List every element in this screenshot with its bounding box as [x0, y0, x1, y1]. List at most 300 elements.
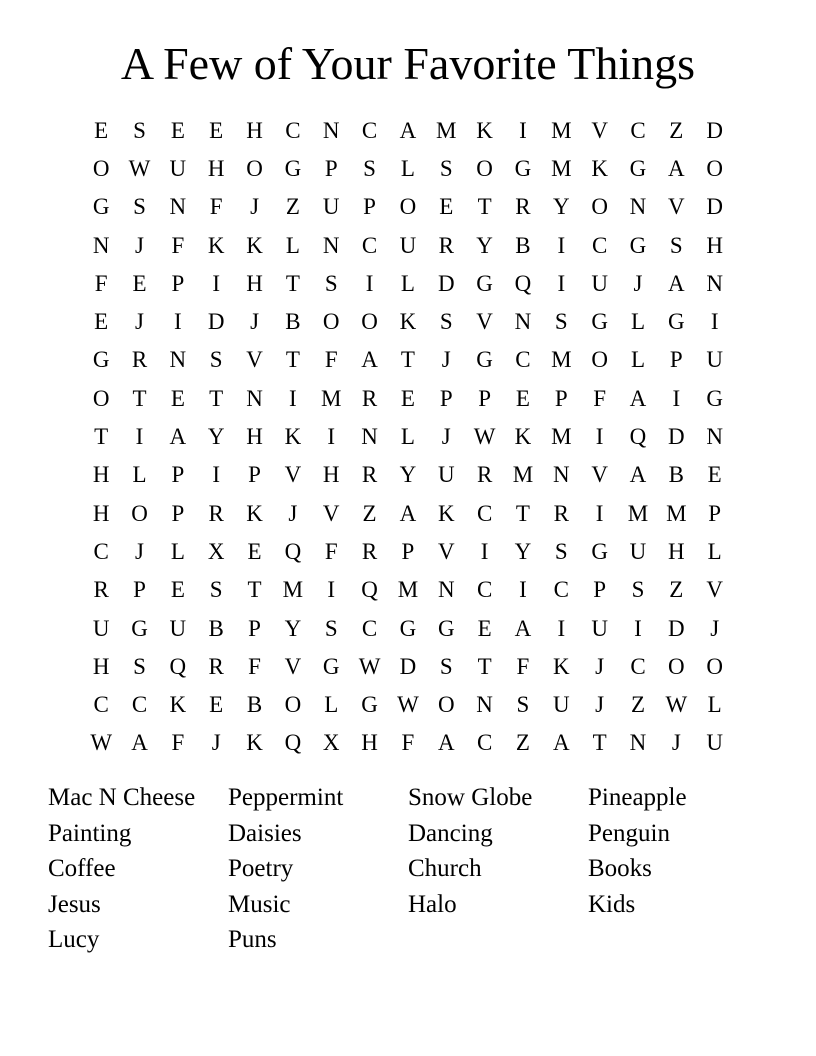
- grid-letter: A: [668, 270, 685, 296]
- grid-letter: P: [171, 500, 185, 526]
- word-list-item: Church: [408, 855, 482, 882]
- grid-letter: L: [132, 462, 147, 488]
- grid-letter: J: [211, 730, 221, 756]
- grid-letter: C: [630, 653, 646, 679]
- grid-letter: B: [668, 462, 684, 488]
- grid-letter: Z: [285, 194, 300, 220]
- grid-letter: O: [437, 692, 455, 718]
- grid-letter: K: [169, 692, 187, 718]
- grid-letter: J: [250, 194, 260, 220]
- grid-letter: E: [94, 309, 109, 335]
- grid-letter: V: [706, 577, 723, 603]
- grid-letter: N: [706, 270, 723, 296]
- grid-letter: E: [707, 462, 722, 488]
- grid-letter: W: [358, 653, 381, 679]
- grid-letter: L: [285, 232, 300, 258]
- grid-letter: K: [437, 500, 455, 526]
- grid-letter: O: [322, 309, 340, 335]
- grid-letter: Y: [476, 232, 493, 258]
- grid-letter: N: [322, 232, 340, 258]
- grid-letter: T: [285, 347, 300, 373]
- grid-letter: R: [361, 385, 378, 411]
- grid-letter: O: [476, 155, 493, 181]
- grid-letter: W: [473, 424, 496, 450]
- grid-letter: S: [439, 653, 453, 679]
- grid-letter: I: [519, 117, 527, 143]
- grid-letter: E: [170, 385, 185, 411]
- word-list-item: Coffee: [48, 855, 116, 882]
- grid-letter: V: [591, 117, 608, 143]
- word-list-item: Pineapple: [588, 784, 687, 811]
- grid-letter: L: [400, 424, 415, 450]
- word-list-item: Peppermint: [228, 784, 344, 811]
- grid-letter: O: [92, 385, 110, 411]
- grid-letter: N: [629, 194, 647, 220]
- grid-letter: Q: [514, 270, 532, 296]
- grid-letter: C: [361, 117, 378, 143]
- grid-letter: U: [706, 347, 723, 373]
- grid-letter: C: [591, 232, 608, 258]
- grid-letter: M: [551, 424, 572, 450]
- grid-letter: F: [324, 538, 338, 564]
- grid-letter: U: [591, 615, 608, 641]
- grid-letter: N: [706, 424, 723, 450]
- grid-letter: K: [552, 653, 570, 679]
- grid-letter: B: [515, 232, 531, 258]
- grid-letter: Y: [514, 538, 532, 564]
- grid-letter: W: [397, 692, 419, 718]
- grid-letter: S: [133, 194, 146, 220]
- grid-letter: H: [92, 500, 110, 526]
- grid-letter: R: [361, 462, 378, 488]
- grid-letter: S: [439, 155, 453, 181]
- grid-letter: L: [630, 309, 646, 335]
- grid-letter: E: [170, 117, 185, 143]
- grid-letter: H: [92, 462, 110, 488]
- grid-letter: Q: [284, 538, 302, 564]
- grid-letter: F: [248, 653, 261, 679]
- grid-letter: N: [322, 117, 340, 143]
- grid-letter: Q: [361, 577, 378, 603]
- grid-letter: B: [246, 692, 263, 718]
- grid-letter: P: [439, 385, 453, 411]
- grid-letter: V: [668, 194, 685, 220]
- grid-letter: S: [133, 117, 146, 143]
- grid-letter: S: [133, 653, 146, 679]
- word-list-item: Daisies: [228, 819, 302, 847]
- grid-letter: J: [595, 653, 605, 679]
- grid-letter: J: [135, 309, 144, 335]
- grid-letter: Z: [362, 500, 377, 526]
- grid-letter: J: [441, 347, 451, 373]
- grid-letter: Q: [169, 653, 187, 679]
- grid-letter: P: [363, 194, 376, 220]
- grid-letter: G: [399, 615, 417, 641]
- grid-letter: J: [135, 538, 144, 564]
- grid-letter: G: [322, 653, 340, 679]
- grid-letter: A: [437, 730, 455, 756]
- grid-letter: F: [516, 653, 530, 679]
- grid-letter: I: [480, 538, 489, 564]
- grid-letter: G: [629, 232, 647, 258]
- grid-letter: M: [282, 577, 304, 603]
- grid-letter: W: [90, 730, 113, 756]
- grid-letter: I: [174, 309, 182, 335]
- grid-letter: C: [476, 730, 493, 756]
- grid-letter: R: [208, 500, 224, 526]
- grid-letter: L: [400, 155, 415, 181]
- grid-letter: U: [552, 692, 570, 718]
- grid-letter: I: [557, 270, 566, 296]
- grid-letter: T: [247, 577, 262, 603]
- grid-letter: U: [629, 538, 647, 564]
- grid-letter: H: [246, 424, 263, 450]
- grid-letter: E: [439, 194, 454, 220]
- grid-letter: S: [669, 232, 683, 258]
- grid-letter: I: [327, 424, 336, 450]
- grid-letter: V: [284, 462, 302, 488]
- grid-letter: F: [94, 270, 108, 296]
- grid-letter: O: [246, 155, 263, 181]
- grid-letter: A: [514, 615, 532, 641]
- grid-letter: L: [324, 692, 339, 718]
- grid-letter: S: [209, 347, 223, 373]
- grid-letter: J: [250, 309, 260, 335]
- grid-letter: A: [629, 462, 647, 488]
- grid-letter: E: [170, 577, 185, 603]
- grid-letter: P: [554, 385, 568, 411]
- grid-letter: O: [131, 500, 148, 526]
- grid-letter: T: [285, 270, 300, 296]
- grid-letter: P: [708, 500, 722, 526]
- grid-letter: K: [476, 117, 493, 143]
- grid-letter: K: [591, 155, 608, 181]
- grid-letter: E: [132, 270, 147, 296]
- grid-letter: J: [710, 615, 720, 641]
- word-list-item: Halo: [408, 890, 457, 918]
- grid-letter: T: [592, 730, 607, 756]
- grid-letter: C: [361, 232, 378, 258]
- grid-letter: C: [361, 615, 378, 641]
- grid-letter: J: [595, 692, 605, 718]
- grid-letter: N: [552, 462, 570, 488]
- grid-letter: Z: [669, 117, 684, 143]
- grid-letter: H: [668, 538, 685, 564]
- grid-letter: S: [363, 155, 376, 181]
- grid-letter: D: [706, 117, 723, 143]
- grid-letter: M: [551, 347, 572, 373]
- grid-letter: G: [92, 347, 110, 373]
- grid-letter: B: [208, 615, 224, 641]
- grid-letter: F: [324, 347, 338, 373]
- grid-letter: E: [515, 385, 530, 411]
- grid-letter: I: [595, 424, 604, 450]
- grid-letter: E: [247, 538, 262, 564]
- grid-letter: L: [707, 692, 722, 718]
- grid-letter: G: [514, 155, 532, 181]
- grid-letter: G: [361, 692, 378, 718]
- grid-letter: G: [629, 155, 647, 181]
- grid-letter: A: [131, 730, 148, 756]
- grid-letter: R: [361, 538, 378, 564]
- grid-letter: G: [668, 309, 685, 335]
- grid-letter: M: [512, 462, 534, 488]
- grid-letter: O: [591, 194, 608, 220]
- grid-letter: H: [706, 232, 723, 258]
- grid-letter: W: [128, 155, 151, 181]
- word-list-item: Books: [588, 855, 652, 882]
- grid-letter: U: [591, 270, 608, 296]
- grid-letter: G: [706, 385, 723, 411]
- grid-letter: H: [92, 653, 110, 679]
- grid-letter: P: [133, 577, 146, 603]
- grid-letter: K: [207, 232, 225, 258]
- grid-letter: O: [706, 653, 723, 679]
- grid-letter: I: [519, 577, 527, 603]
- grid-letter: N: [437, 577, 455, 603]
- grid-letter: S: [554, 538, 568, 564]
- grid-letter: W: [665, 692, 688, 718]
- grid-letter: I: [135, 424, 144, 450]
- grid-letter: M: [551, 155, 572, 181]
- grid-letter: N: [246, 385, 263, 411]
- page-title: A Few of Your Favorite Things: [120, 38, 696, 89]
- grid-letter: T: [209, 385, 224, 411]
- grid-letter: R: [93, 577, 109, 603]
- grid-letter: K: [246, 232, 263, 258]
- grid-letter: F: [593, 385, 607, 411]
- grid-letter: M: [666, 500, 687, 526]
- grid-letter: A: [399, 117, 417, 143]
- grid-letter: N: [92, 232, 110, 258]
- grid-letter: I: [672, 385, 681, 411]
- grid-letter: F: [401, 730, 415, 756]
- grid-letter: H: [207, 155, 225, 181]
- grid-letter: M: [627, 500, 649, 526]
- grid-letter: J: [671, 730, 681, 756]
- grid-letter: O: [668, 653, 685, 679]
- grid-letter: K: [246, 730, 263, 756]
- grid-letter: A: [361, 347, 378, 373]
- grid-letter: P: [171, 270, 185, 296]
- grid-letter: P: [324, 155, 338, 181]
- grid-letter: H: [246, 270, 263, 296]
- grid-letter: Z: [669, 577, 684, 603]
- word-list-item: Dancing: [408, 819, 493, 847]
- grid-letter: E: [94, 117, 109, 143]
- grid-letter: U: [169, 155, 187, 181]
- grid-letter: A: [169, 424, 187, 450]
- grid-letter: G: [437, 615, 455, 641]
- grid-letter: P: [248, 615, 261, 641]
- grid-letter: N: [629, 730, 647, 756]
- word-list-item: Mac N Cheese: [48, 784, 196, 811]
- grid-letter: L: [630, 347, 646, 373]
- grid-letter: I: [289, 385, 297, 411]
- grid-letter: E: [209, 117, 224, 143]
- grid-letter: N: [169, 194, 187, 220]
- grid-letter: P: [593, 577, 607, 603]
- grid-letter: Z: [630, 692, 646, 718]
- grid-letter: M: [436, 117, 457, 143]
- grid-letter: K: [246, 500, 263, 526]
- grid-letter: H: [246, 117, 263, 143]
- grid-letter: I: [634, 615, 642, 641]
- word-list-item: Poetry: [228, 855, 294, 882]
- grid-letter: S: [554, 309, 568, 335]
- grid-letter: R: [476, 462, 493, 488]
- word-list-item: Penguin: [588, 819, 670, 847]
- grid-letter: D: [399, 653, 417, 679]
- grid-letter: A: [399, 500, 417, 526]
- grid-letter: S: [439, 309, 453, 335]
- grid-letter: P: [478, 385, 491, 411]
- grid-letter: S: [631, 577, 645, 603]
- grid-letter: D: [207, 309, 225, 335]
- grid-letter: C: [630, 117, 646, 143]
- grid-letter: U: [322, 194, 340, 220]
- grid-letter: E: [477, 615, 492, 641]
- grid-letter: O: [591, 347, 608, 373]
- grid-letter: L: [400, 270, 415, 296]
- grid-letter: T: [94, 424, 109, 450]
- grid-letter: L: [170, 538, 185, 564]
- grid-letter: M: [321, 385, 342, 411]
- grid-letter: U: [437, 462, 455, 488]
- grid-letter: J: [288, 500, 298, 526]
- grid-letter: S: [209, 577, 223, 603]
- grid-letter: R: [438, 232, 454, 258]
- grid-letter: Z: [515, 730, 530, 756]
- grid-letter: T: [477, 194, 492, 220]
- grid-letter: Q: [629, 424, 647, 450]
- grid-letter: X: [322, 730, 340, 756]
- grid-letter: I: [327, 577, 336, 603]
- grid-letter: U: [169, 615, 187, 641]
- grid-letter: Y: [284, 615, 302, 641]
- grid-letter: N: [361, 424, 378, 450]
- grid-letter: C: [285, 117, 301, 143]
- grid-letter: I: [365, 270, 374, 296]
- grid-letter: O: [399, 194, 417, 220]
- grid-letter: G: [591, 538, 608, 564]
- grid-letter: K: [514, 424, 532, 450]
- grid-letter: A: [668, 155, 685, 181]
- grid-letter: F: [171, 730, 185, 756]
- grid-letter: S: [324, 615, 338, 641]
- grid-letter: P: [669, 347, 683, 373]
- grid-letter: E: [209, 692, 224, 718]
- grid-letter: G: [476, 270, 493, 296]
- word-list-item: Painting: [48, 819, 132, 847]
- grid-letter: A: [552, 730, 570, 756]
- grid-letter: V: [591, 462, 608, 488]
- grid-letter: X: [207, 538, 225, 564]
- grid-letter: M: [397, 577, 419, 603]
- grid-letter: T: [515, 500, 530, 526]
- grid-letter: T: [400, 347, 415, 373]
- word-list-item: Snow Globe: [408, 784, 533, 811]
- grid-letter: C: [93, 692, 109, 718]
- grid-letter: I: [212, 462, 221, 488]
- grid-letter: P: [171, 462, 185, 488]
- grid-letter: D: [437, 270, 455, 296]
- grid-letter: G: [92, 194, 110, 220]
- grid-letter: D: [668, 424, 685, 450]
- grid-letter: K: [284, 424, 302, 450]
- word-search-grid: [82, 111, 734, 762]
- grid-letter: J: [633, 270, 643, 296]
- grid-letter: I: [557, 232, 566, 258]
- grid-letter: R: [553, 500, 569, 526]
- grid-letter: C: [131, 692, 148, 718]
- word-list-item: Kids: [588, 890, 636, 918]
- grid-letter: H: [361, 730, 378, 756]
- grid-letter: N: [169, 347, 187, 373]
- word-list-item: Jesus: [48, 890, 101, 918]
- grid-letter: D: [668, 615, 685, 641]
- word-list: [48, 780, 788, 958]
- grid-letter: P: [401, 538, 415, 564]
- grid-letter: D: [706, 194, 723, 220]
- grid-letter: R: [131, 347, 148, 373]
- grid-letter: G: [591, 309, 608, 335]
- word-list-item: Lucy: [48, 926, 100, 953]
- grid-letter: J: [441, 424, 451, 450]
- grid-letter: V: [476, 309, 493, 335]
- grid-letter: E: [400, 385, 415, 411]
- grid-letter: T: [132, 385, 147, 411]
- grid-letter: O: [92, 155, 110, 181]
- grid-letter: Y: [552, 194, 570, 220]
- grid-letter: M: [551, 117, 572, 143]
- grid-letter: C: [93, 538, 109, 564]
- grid-letter: N: [514, 309, 532, 335]
- grid-letter: T: [477, 653, 492, 679]
- grid-letter: C: [476, 500, 493, 526]
- grid-letter: V: [437, 538, 455, 564]
- grid-letter: V: [284, 653, 302, 679]
- grid-letter: O: [706, 155, 723, 181]
- grid-letter: U: [92, 615, 110, 641]
- grid-letter: P: [248, 462, 261, 488]
- word-list-item: Music: [228, 890, 291, 918]
- grid-letter: C: [476, 577, 493, 603]
- grid-letter: R: [208, 653, 224, 679]
- grid-letter: I: [710, 309, 719, 335]
- grid-letter: O: [361, 309, 378, 335]
- grid-letter: V: [246, 347, 263, 373]
- grid-letter: F: [171, 232, 185, 258]
- grid-letter: G: [284, 155, 302, 181]
- grid-letter: I: [557, 615, 566, 641]
- grid-letter: V: [322, 500, 340, 526]
- grid-letter: B: [285, 309, 301, 335]
- grid-letter: I: [212, 270, 221, 296]
- grid-letter: R: [515, 194, 531, 220]
- grid-letter: G: [476, 347, 493, 373]
- grid-letter: A: [629, 385, 647, 411]
- grid-letter: C: [515, 347, 531, 373]
- grid-letter: U: [706, 730, 723, 756]
- grid-letter: F: [209, 194, 223, 220]
- grid-letter: S: [324, 270, 338, 296]
- grid-letter: U: [399, 232, 417, 258]
- grid-letter: C: [553, 577, 569, 603]
- grid-letter: L: [707, 538, 722, 564]
- grid-letter: N: [476, 692, 493, 718]
- grid-letter: Q: [284, 730, 302, 756]
